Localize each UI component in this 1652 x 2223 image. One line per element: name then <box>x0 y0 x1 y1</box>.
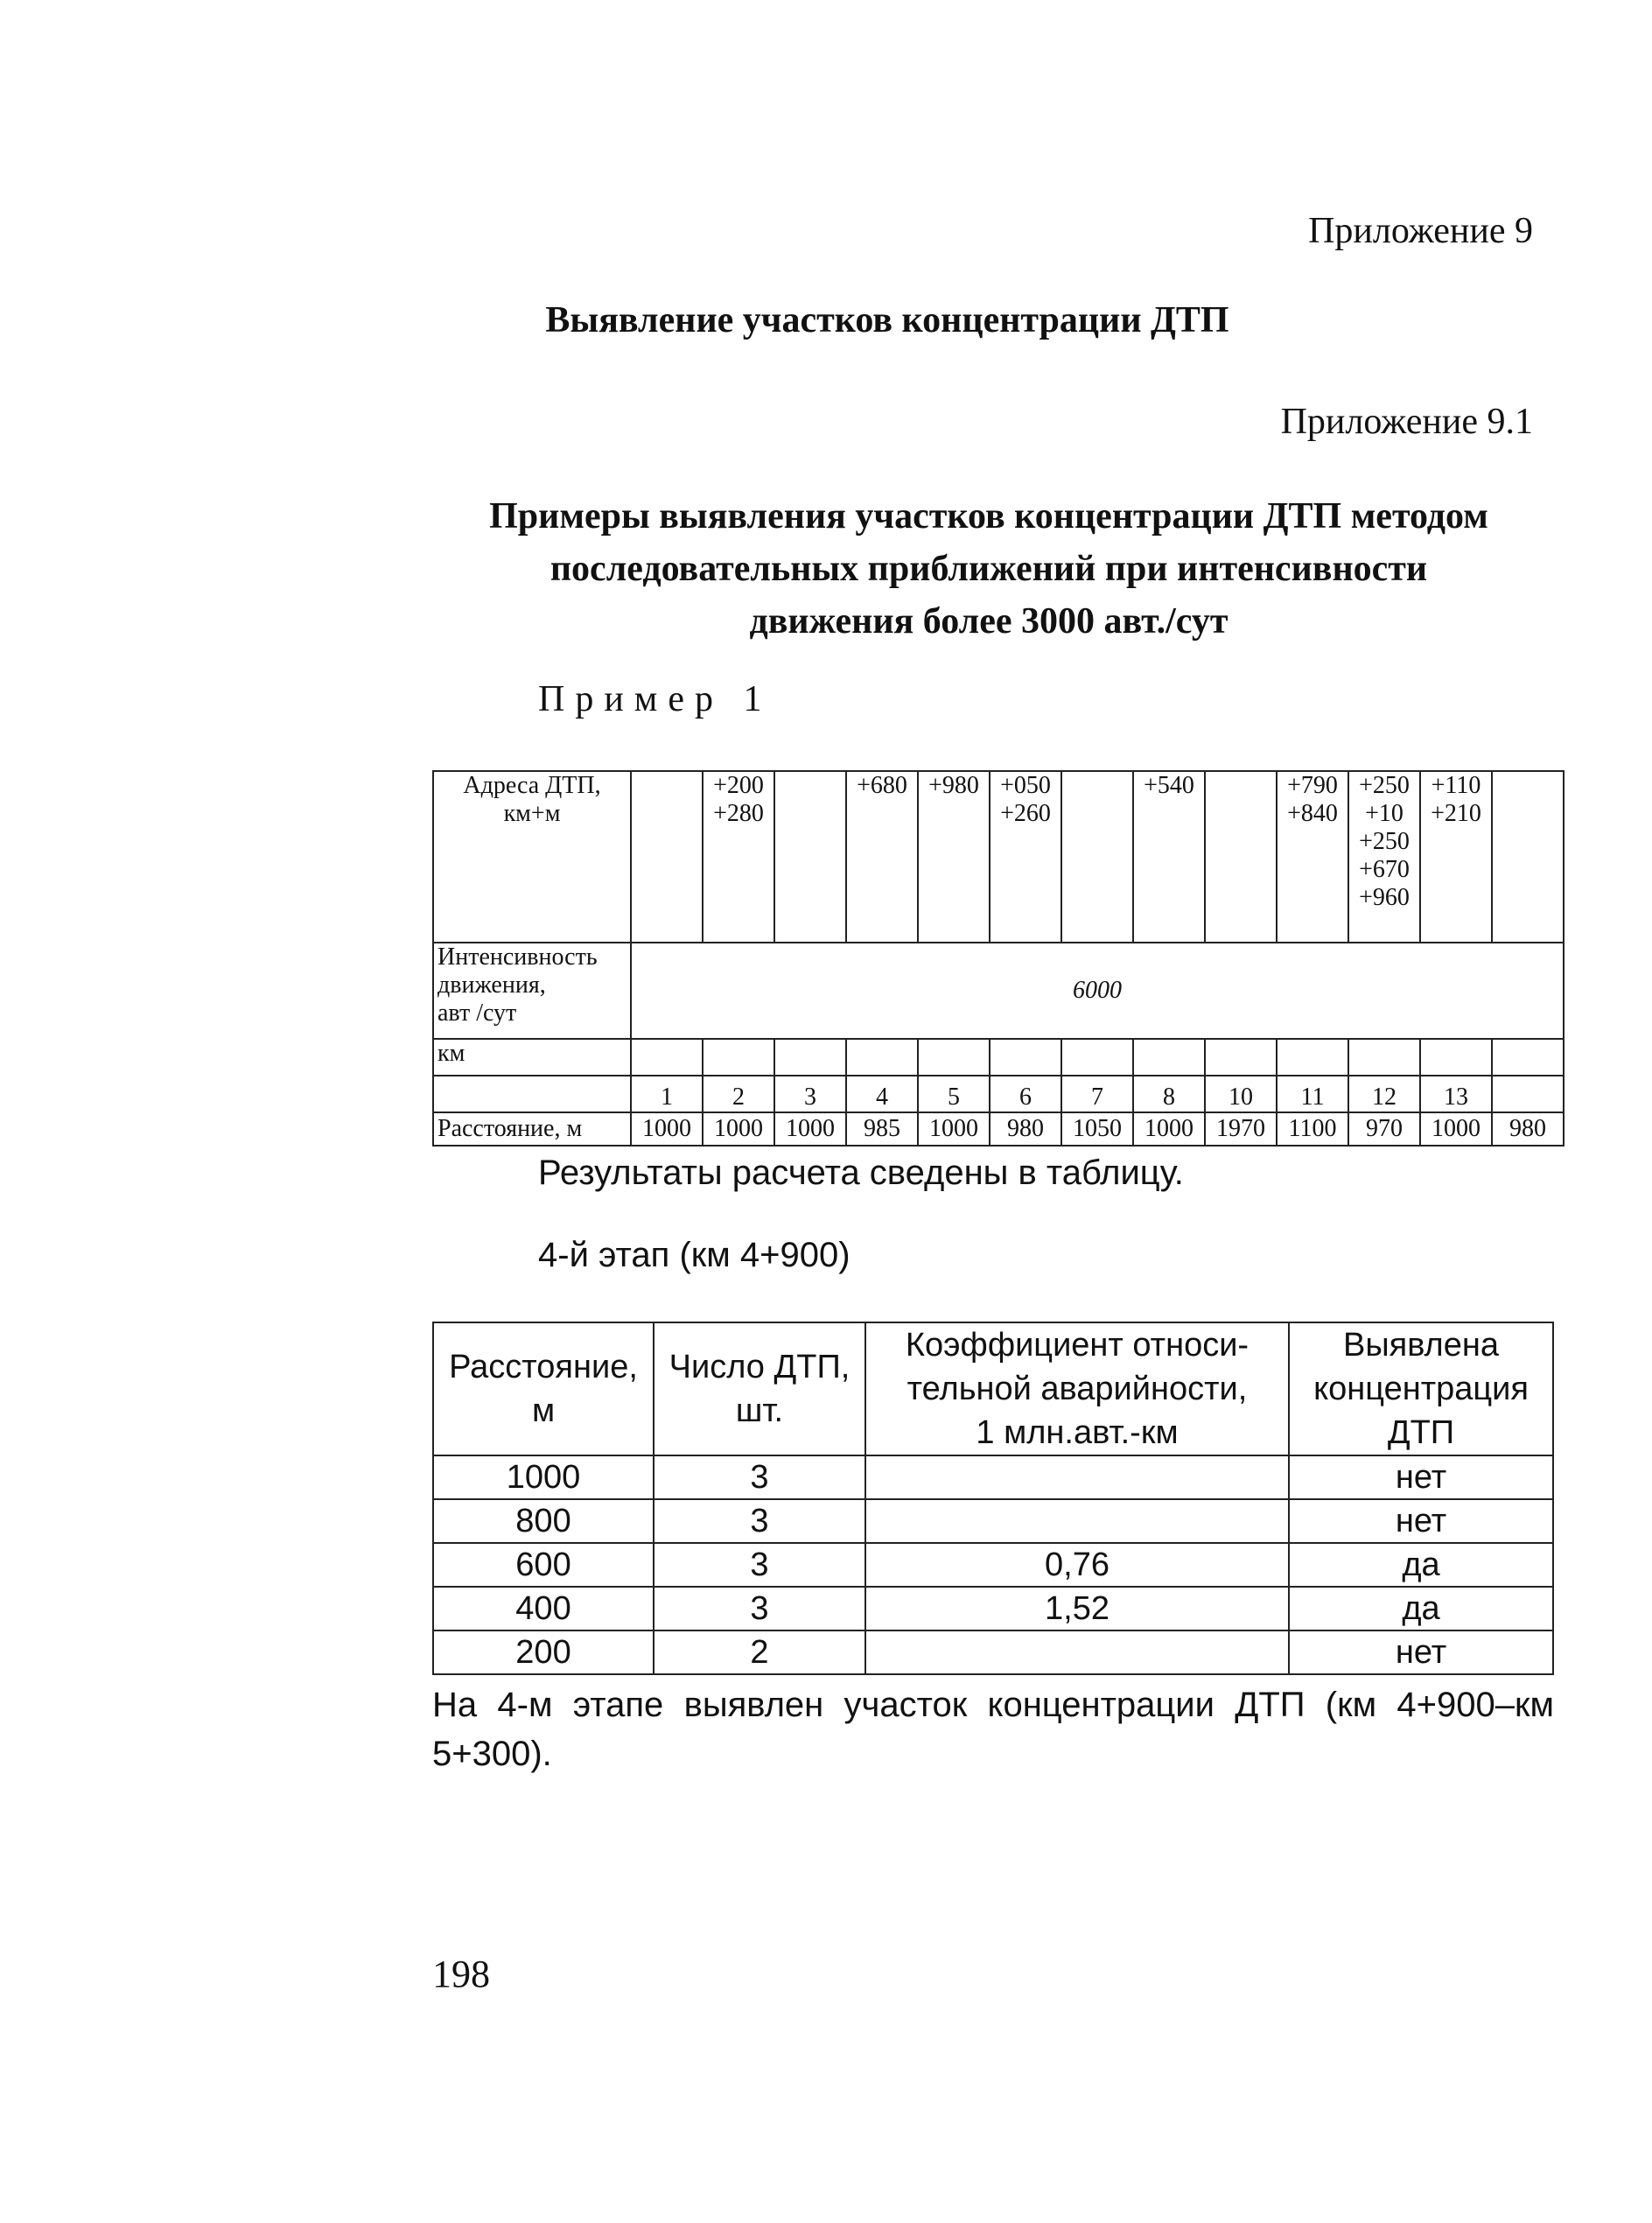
address-line: +250 <box>1359 828 1410 855</box>
address-line: +200 <box>713 772 764 799</box>
km-number-cell: 13 <box>1420 1076 1492 1112</box>
address-line: +250 <box>1359 772 1410 799</box>
label-line: Интенсивность <box>438 943 598 971</box>
table-row <box>433 1499 1553 1543</box>
header-concentration <box>1289 1322 1553 1455</box>
address-line: +260 <box>1000 800 1051 827</box>
km-number-cell: 2 <box>703 1076 774 1112</box>
header-coefficient <box>865 1322 1289 1455</box>
address-line: +960 <box>1359 884 1410 911</box>
header-distance <box>433 1322 654 1455</box>
coefficient-cell <box>865 1455 1289 1499</box>
km-number-cell: 1 <box>631 1076 703 1112</box>
coefficient-cell <box>865 1630 1289 1674</box>
accident-addresses-table <box>432 770 1564 1147</box>
section-title: Выявление участков концентрации ДТП <box>545 300 1229 340</box>
table-row <box>433 1455 1553 1499</box>
intensity-row <box>433 943 1564 1039</box>
km-number-cell: 4 <box>846 1076 918 1112</box>
distance-cell: 980 <box>990 1112 1061 1146</box>
km-cell <box>1492 1039 1564 1076</box>
address-cell <box>990 771 1061 943</box>
concentration-cell: да <box>1289 1587 1553 1630</box>
km-cell <box>703 1039 774 1076</box>
address-cell <box>1277 771 1348 943</box>
concentration-cell: нет <box>1289 1630 1553 1674</box>
page-number: 198 <box>432 1953 490 1995</box>
address-cell <box>1348 771 1420 943</box>
address-cell <box>774 771 846 943</box>
header-row <box>433 1322 1553 1455</box>
header-line: м <box>531 1392 556 1429</box>
distance-cell: 1000 <box>433 1455 654 1499</box>
km-number-cell: 8 <box>1133 1076 1205 1112</box>
distance-label: Расстояние, м <box>433 1112 631 1146</box>
km-number-cell: 11 <box>1277 1076 1348 1112</box>
address-cell <box>1133 771 1205 943</box>
addresses-row <box>433 771 1564 943</box>
example-label: Пример 1 <box>538 679 773 719</box>
intensity-value: 6000 <box>631 943 1564 1039</box>
km-cell <box>1277 1039 1348 1076</box>
header-accident-count <box>654 1322 865 1455</box>
address-line: +540 <box>1144 772 1194 799</box>
address-cell <box>1492 771 1564 943</box>
count-cell: 2 <box>654 1630 865 1674</box>
km-numbers-row <box>433 1076 1564 1112</box>
header-line: шт. <box>735 1392 784 1429</box>
coefficient-cell <box>865 1499 1289 1543</box>
distance-cell: 985 <box>846 1112 918 1146</box>
label-line: авт /сут <box>438 999 517 1027</box>
header-line: тельной аварийности, <box>906 1371 1248 1407</box>
concentration-cell: нет <box>1289 1499 1553 1543</box>
distance-cell: 970 <box>1348 1112 1420 1146</box>
table-row <box>433 1543 1553 1587</box>
address-line: +840 <box>1287 800 1338 827</box>
header-line: Выявлена <box>1343 1327 1499 1364</box>
examples-title <box>411 490 1566 648</box>
intensity-label-cell <box>433 943 631 1039</box>
address-line: +050 <box>1000 772 1051 799</box>
address-line: +670 <box>1359 856 1410 883</box>
distance-cell: 1000 <box>1133 1112 1205 1146</box>
concentration-cell: да <box>1289 1543 1553 1587</box>
header-line: Коэффициент относи- <box>905 1327 1250 1364</box>
km-number-cell: 12 <box>1348 1076 1420 1112</box>
examples-title-line: Примеры выявления участков концентрации ДТП методом <box>489 496 1488 536</box>
coefficient-cell: 1,52 <box>865 1587 1289 1630</box>
km-cell <box>631 1039 703 1076</box>
label-line: км+м <box>503 800 561 827</box>
distance-cell: 1100 <box>1277 1112 1348 1146</box>
addresses-label-cell <box>433 771 631 943</box>
count-cell: 3 <box>654 1499 865 1543</box>
table-row <box>433 1587 1553 1630</box>
address-line: +210 <box>1431 800 1481 827</box>
km-number-cell: 7 <box>1061 1076 1133 1112</box>
examples-title-line: последовательных приближений при интенсивности <box>550 549 1428 589</box>
km-number-cell: 6 <box>990 1076 1061 1112</box>
distance-cell: 1000 <box>631 1112 703 1146</box>
km-cell <box>1348 1039 1420 1076</box>
examples-title-line: движения более 3000 авт./сут <box>749 601 1228 642</box>
km-number-cell: 10 <box>1205 1076 1277 1112</box>
km-cell <box>918 1039 990 1076</box>
conclusion-text: На 4-м этапе выявлен участок концентрации ДТП (км 4+900–км 5+300). <box>432 1686 1554 1773</box>
km-cell <box>1061 1039 1133 1076</box>
header-line: Расстояние, <box>449 1349 638 1385</box>
km-row <box>433 1039 1564 1076</box>
address-cell <box>846 771 918 943</box>
address-cell <box>1420 771 1492 943</box>
label-line: движения, <box>438 971 546 999</box>
distance-cell: 1000 <box>774 1112 846 1146</box>
appendix-9-label: Приложение 9 <box>1308 211 1533 251</box>
appendix-9-1-label: Приложение 9.1 <box>1280 402 1533 442</box>
address-cell <box>631 771 703 943</box>
distance-cell: 1000 <box>1420 1112 1492 1146</box>
distance-cell: 600 <box>433 1543 654 1587</box>
stage-label: 4-й этап (км 4+900) <box>538 1236 850 1274</box>
table-row <box>433 1630 1553 1674</box>
distance-row <box>433 1112 1564 1146</box>
address-cell <box>918 771 990 943</box>
km-numbers-label-cell <box>433 1076 631 1112</box>
distance-cell: 1050 <box>1061 1112 1133 1146</box>
address-line: +790 <box>1287 772 1338 799</box>
address-line: +280 <box>713 800 764 827</box>
header-line: ДТП <box>1387 1414 1455 1451</box>
stage-results-table <box>432 1322 1554 1675</box>
count-cell: 3 <box>654 1543 865 1587</box>
distance-cell: 400 <box>433 1587 654 1630</box>
address-cell <box>1061 771 1133 943</box>
header-line: 1 млн.авт.-км <box>976 1414 1179 1451</box>
address-line: +980 <box>928 772 979 799</box>
distance-cell: 1000 <box>918 1112 990 1146</box>
km-cell <box>1420 1039 1492 1076</box>
results-note: Результаты расчета сведены в таблицу. <box>538 1154 1184 1192</box>
address-cell <box>1205 771 1277 943</box>
distance-cell: 1000 <box>703 1112 774 1146</box>
address-line: +680 <box>857 772 907 799</box>
km-cell <box>846 1039 918 1076</box>
km-number-cell <box>1492 1076 1564 1112</box>
km-cell <box>990 1039 1061 1076</box>
address-line: +110 <box>1431 772 1481 799</box>
header-line: Число ДТП, <box>668 1349 850 1385</box>
address-cell <box>703 771 774 943</box>
km-cell <box>774 1039 846 1076</box>
count-cell: 3 <box>654 1587 865 1630</box>
km-number-cell: 5 <box>918 1076 990 1112</box>
header-line: концентрация <box>1313 1371 1529 1407</box>
km-cell <box>1205 1039 1277 1076</box>
concentration-cell: нет <box>1289 1455 1553 1499</box>
distance-cell: 1970 <box>1205 1112 1277 1146</box>
km-cell <box>1133 1039 1205 1076</box>
label-line: Адреса ДТП, <box>463 772 601 799</box>
distance-cell: 200 <box>433 1630 654 1674</box>
distance-cell: 980 <box>1492 1112 1564 1146</box>
coefficient-cell: 0,76 <box>865 1543 1289 1587</box>
address-line: +10 <box>1365 800 1404 827</box>
count-cell: 3 <box>654 1455 865 1499</box>
km-label: км <box>433 1039 631 1076</box>
km-number-cell: 3 <box>774 1076 846 1112</box>
distance-cell: 800 <box>433 1499 654 1543</box>
